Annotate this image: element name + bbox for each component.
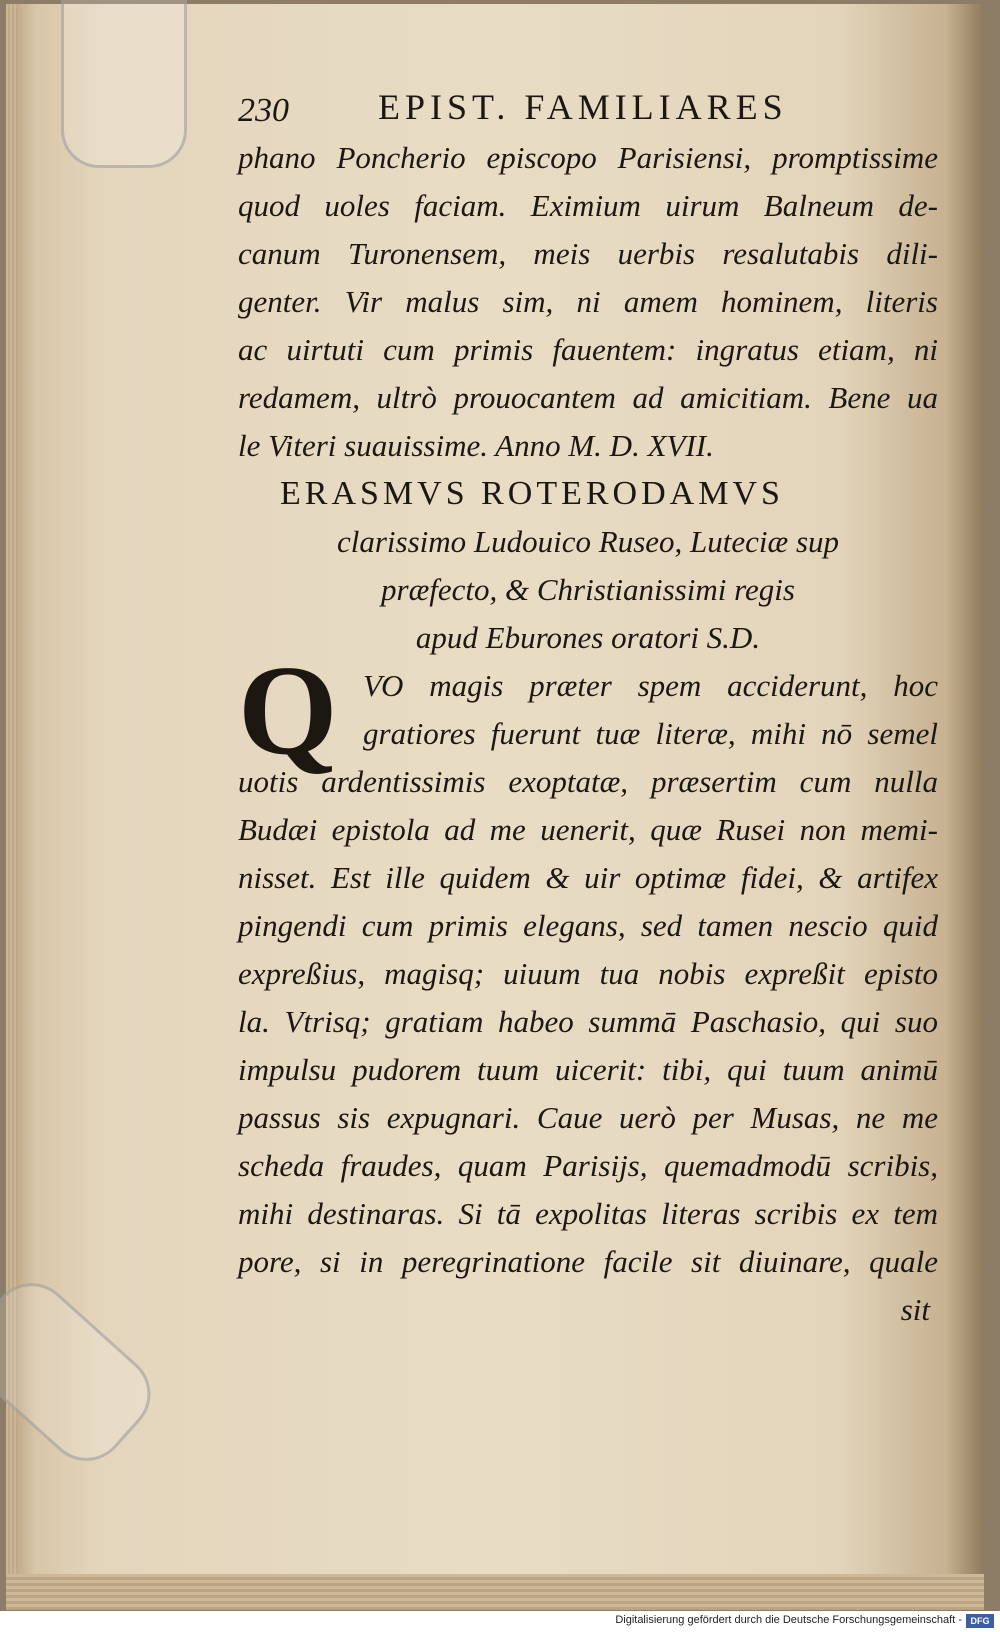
- text-line: nisset. Est ille quidem & uir optimæ fidei, & artifex: [238, 860, 938, 895]
- page-header: [238, 86, 938, 134]
- text-block: [238, 86, 938, 1334]
- plastic-clip-top: [61, 0, 187, 168]
- dfg-logo-icon: DFG: [966, 1614, 994, 1628]
- paragraph-2: [238, 639, 938, 1286]
- book-page: [6, 4, 984, 1610]
- drop-cap-initial: Q: [238, 639, 338, 781]
- text-line: canum Turonensem, meis uerbis resalutabis dili-: [238, 236, 938, 271]
- paragraph-1: [238, 134, 938, 470]
- footer-credit: Digitalisierung gefördert durch die Deutsche Forschungsgemeinschaft -: [615, 1614, 962, 1626]
- text-line: passus sis expugnari. Caue uerò per Musas, ne me: [238, 1100, 938, 1135]
- address-line: clarissimo Ludouico Ruseo, Luteciæ sup: [336, 524, 840, 559]
- catchword: sit: [900, 1292, 930, 1327]
- text-line: mihi destinaras. Si tā expolitas literas scribis ex tem: [238, 1196, 938, 1231]
- running-title: EPIST. FAMILIARES: [378, 87, 788, 127]
- text-line: gratiores fuerunt tuæ literæ, mihi nō semel: [363, 716, 938, 751]
- letter-address: [238, 518, 938, 662]
- text-line: le Viteri suauissime. Anno M. D. XVII.: [238, 428, 714, 463]
- text-line: ac uirtuti cum primis fauentem: ingratus etiam, ni: [238, 332, 938, 367]
- page-number: 230: [238, 92, 289, 129]
- text-line: expreßius, magisq; uiuum tua nobis expreßit episto: [238, 956, 938, 991]
- text-line: pore, si in peregrinatione facile sit diuinare, quale: [238, 1244, 938, 1279]
- text-line: Budæi epistola ad me uenerit, quæ Rusei non memi-: [238, 812, 938, 847]
- letter-heading: ERASMVS ROTERODAMVS: [280, 475, 784, 512]
- plastic-clip-bottom: [0, 1267, 167, 1478]
- text-line: phano Poncherio episcopo Parisiensi, promptissime: [238, 140, 938, 175]
- address-line: præfecto, & Christianissimi regis: [381, 572, 795, 607]
- text-line: genter. Vir malus sim, ni amem hominem, literis: [238, 284, 938, 319]
- text-line: scheda fraudes, quam Parisijs, quemadmodū scribis,: [238, 1148, 938, 1183]
- page-bottom-edge: [6, 1574, 984, 1610]
- text-line: VO magis præter spem acciderunt, hoc: [363, 668, 938, 703]
- text-line: la. Vtrisq; gratiam habeo summā Paschasio, qui suo: [238, 1004, 938, 1039]
- text-line: uotis ardentissimis exoptatæ, præsertim cum nulla: [238, 764, 938, 799]
- text-line: redamem, ultrò prouocantem ad amicitiam. Bene ua: [238, 380, 938, 415]
- address-line: apud Eburones oratori S.D.: [415, 620, 761, 655]
- text-line: pingendi cum primis elegans, sed tamen nescio quid: [238, 908, 938, 943]
- text-line: quod uoles faciam. Eximium uirum Balneum de-: [238, 188, 938, 223]
- digitization-footer: [0, 1611, 1000, 1632]
- text-line: impulsu pudorem tuum uicerit: tibi, qui tuum animū: [238, 1052, 938, 1087]
